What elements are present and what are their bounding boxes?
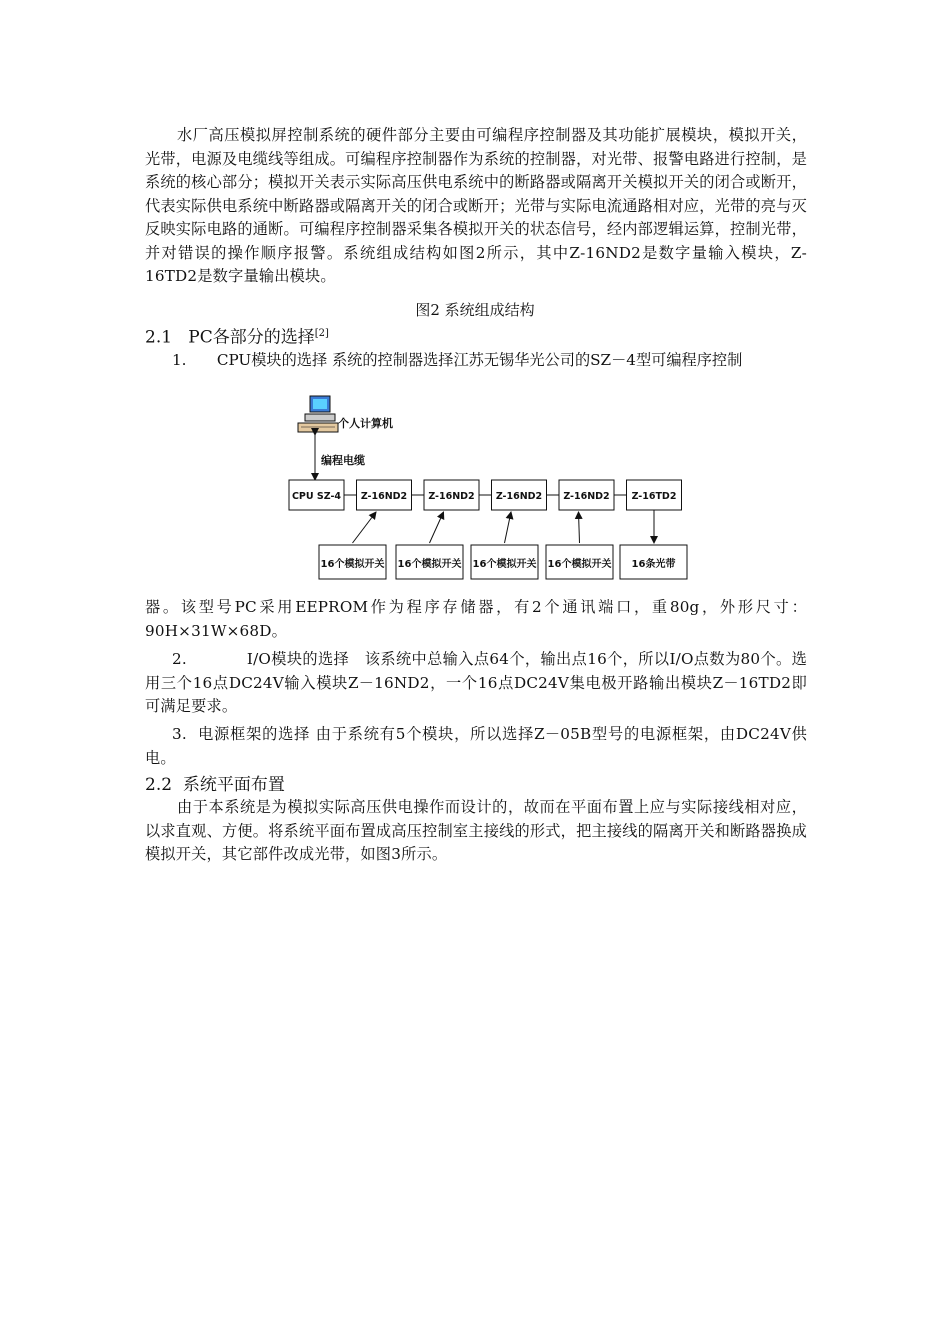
io-label: 16个模拟开关: [547, 559, 612, 570]
section-title: 系统平面布置: [182, 775, 285, 795]
module-label: CPU SZ-4: [291, 491, 342, 502]
computer-icon: [298, 396, 338, 432]
section-number: 2.1: [145, 327, 173, 348]
section-heading-2-2: [145, 773, 285, 797]
list-item-1: [145, 349, 807, 373]
signal-arrow: [430, 512, 444, 543]
io-label: 16个模拟开关: [320, 559, 385, 570]
io-label: 16条光带: [631, 559, 676, 570]
section-heading-2-1: [145, 322, 329, 350]
module-label: Z-16ND2: [360, 491, 408, 502]
list-item-3: [145, 723, 807, 770]
item-text: CPU模块的选择 系统的控制器选择江苏无锡华光公司的SZ－4型可编程序控制: [216, 351, 743, 369]
io-label: 16个模拟开关: [472, 559, 537, 570]
figure-caption: 图2 系统组成结构: [415, 301, 535, 319]
item-title: I/O模块的选择: [246, 650, 350, 668]
signal-arrow: [505, 512, 512, 543]
pc-label: 个人计算机: [338, 417, 393, 430]
cable-label: 编程电缆: [321, 454, 365, 467]
module-label: Z-16ND2: [563, 491, 610, 502]
item-number: 3.: [172, 725, 187, 743]
section-number: 2.2: [145, 775, 173, 795]
module-label: Z-16ND2: [495, 491, 543, 502]
item-text: 该系统中总输入点64个，输出点16个，所以I/O点数为80个。选用三个16点DC24V输入模块Z－16ND2，一个16点DC24V集电极开路输出模块Z－16TD2即可满足要求。: [145, 650, 807, 715]
item-text: 电源框架的选择 由于系统有5个模块，所以选择Z－05B型号的电源框架，由DC24V供电。: [145, 725, 807, 767]
signal-arrow: [353, 512, 377, 543]
citation-ref: [2]: [314, 328, 329, 339]
section-title: PC各部分的选择: [188, 327, 315, 348]
module-label: Z-16ND2: [428, 491, 475, 502]
item-1-continuation: 器。该型号PC采用EEPROM作为程序存储器，有2个通讯端口，重80g，外形尺寸：90H×31W×68D。: [145, 598, 807, 640]
layout-paragraph: 由于本系统是为模拟实际高压供电操作而设计的，故而在平面布置上应与实际接线相对应，以求直观、方便。将系统平面布置成高压控制室主接线的形式，把主接线的隔离开关和断路器换成模拟开关，其它部件改成光带，如图3所示。: [145, 798, 807, 863]
item-number: 1.: [172, 351, 187, 369]
signal-arrow: [579, 512, 580, 543]
intro-paragraph: 水厂高压模拟屏控制系统的硬件部分主要由可编程序控制器及其功能扩展模块，模拟开关，光带，电源及电缆线等组成。可编程序控制器作为系统的控制器，对光带、报警电路进行控制，是系统的核心部分；模拟开关表示实际高压供电系统中的断路器或隔离开关模拟开关的闭合或断开，代表实际供电系统中断路器或隔离开关的闭合或断开；光带与实际电流通路相对应，光带的亮与灭反映实际电路的通断。可编程序控制器采集各模拟开关的状态信号，经内部逻辑运算，控制光带，并对错误的操作顺序报警。系统组成结构如图2所示，其中Z-16ND2是数字量输入模块，Z-16TD2是数字量输出模块。: [145, 126, 807, 285]
list-item-2: [145, 648, 807, 719]
io-label: 16个模拟开关: [397, 559, 462, 570]
item-number: 2.: [172, 650, 187, 668]
module-label: Z-16TD2: [631, 491, 677, 502]
system-structure-diagram: [283, 390, 703, 585]
